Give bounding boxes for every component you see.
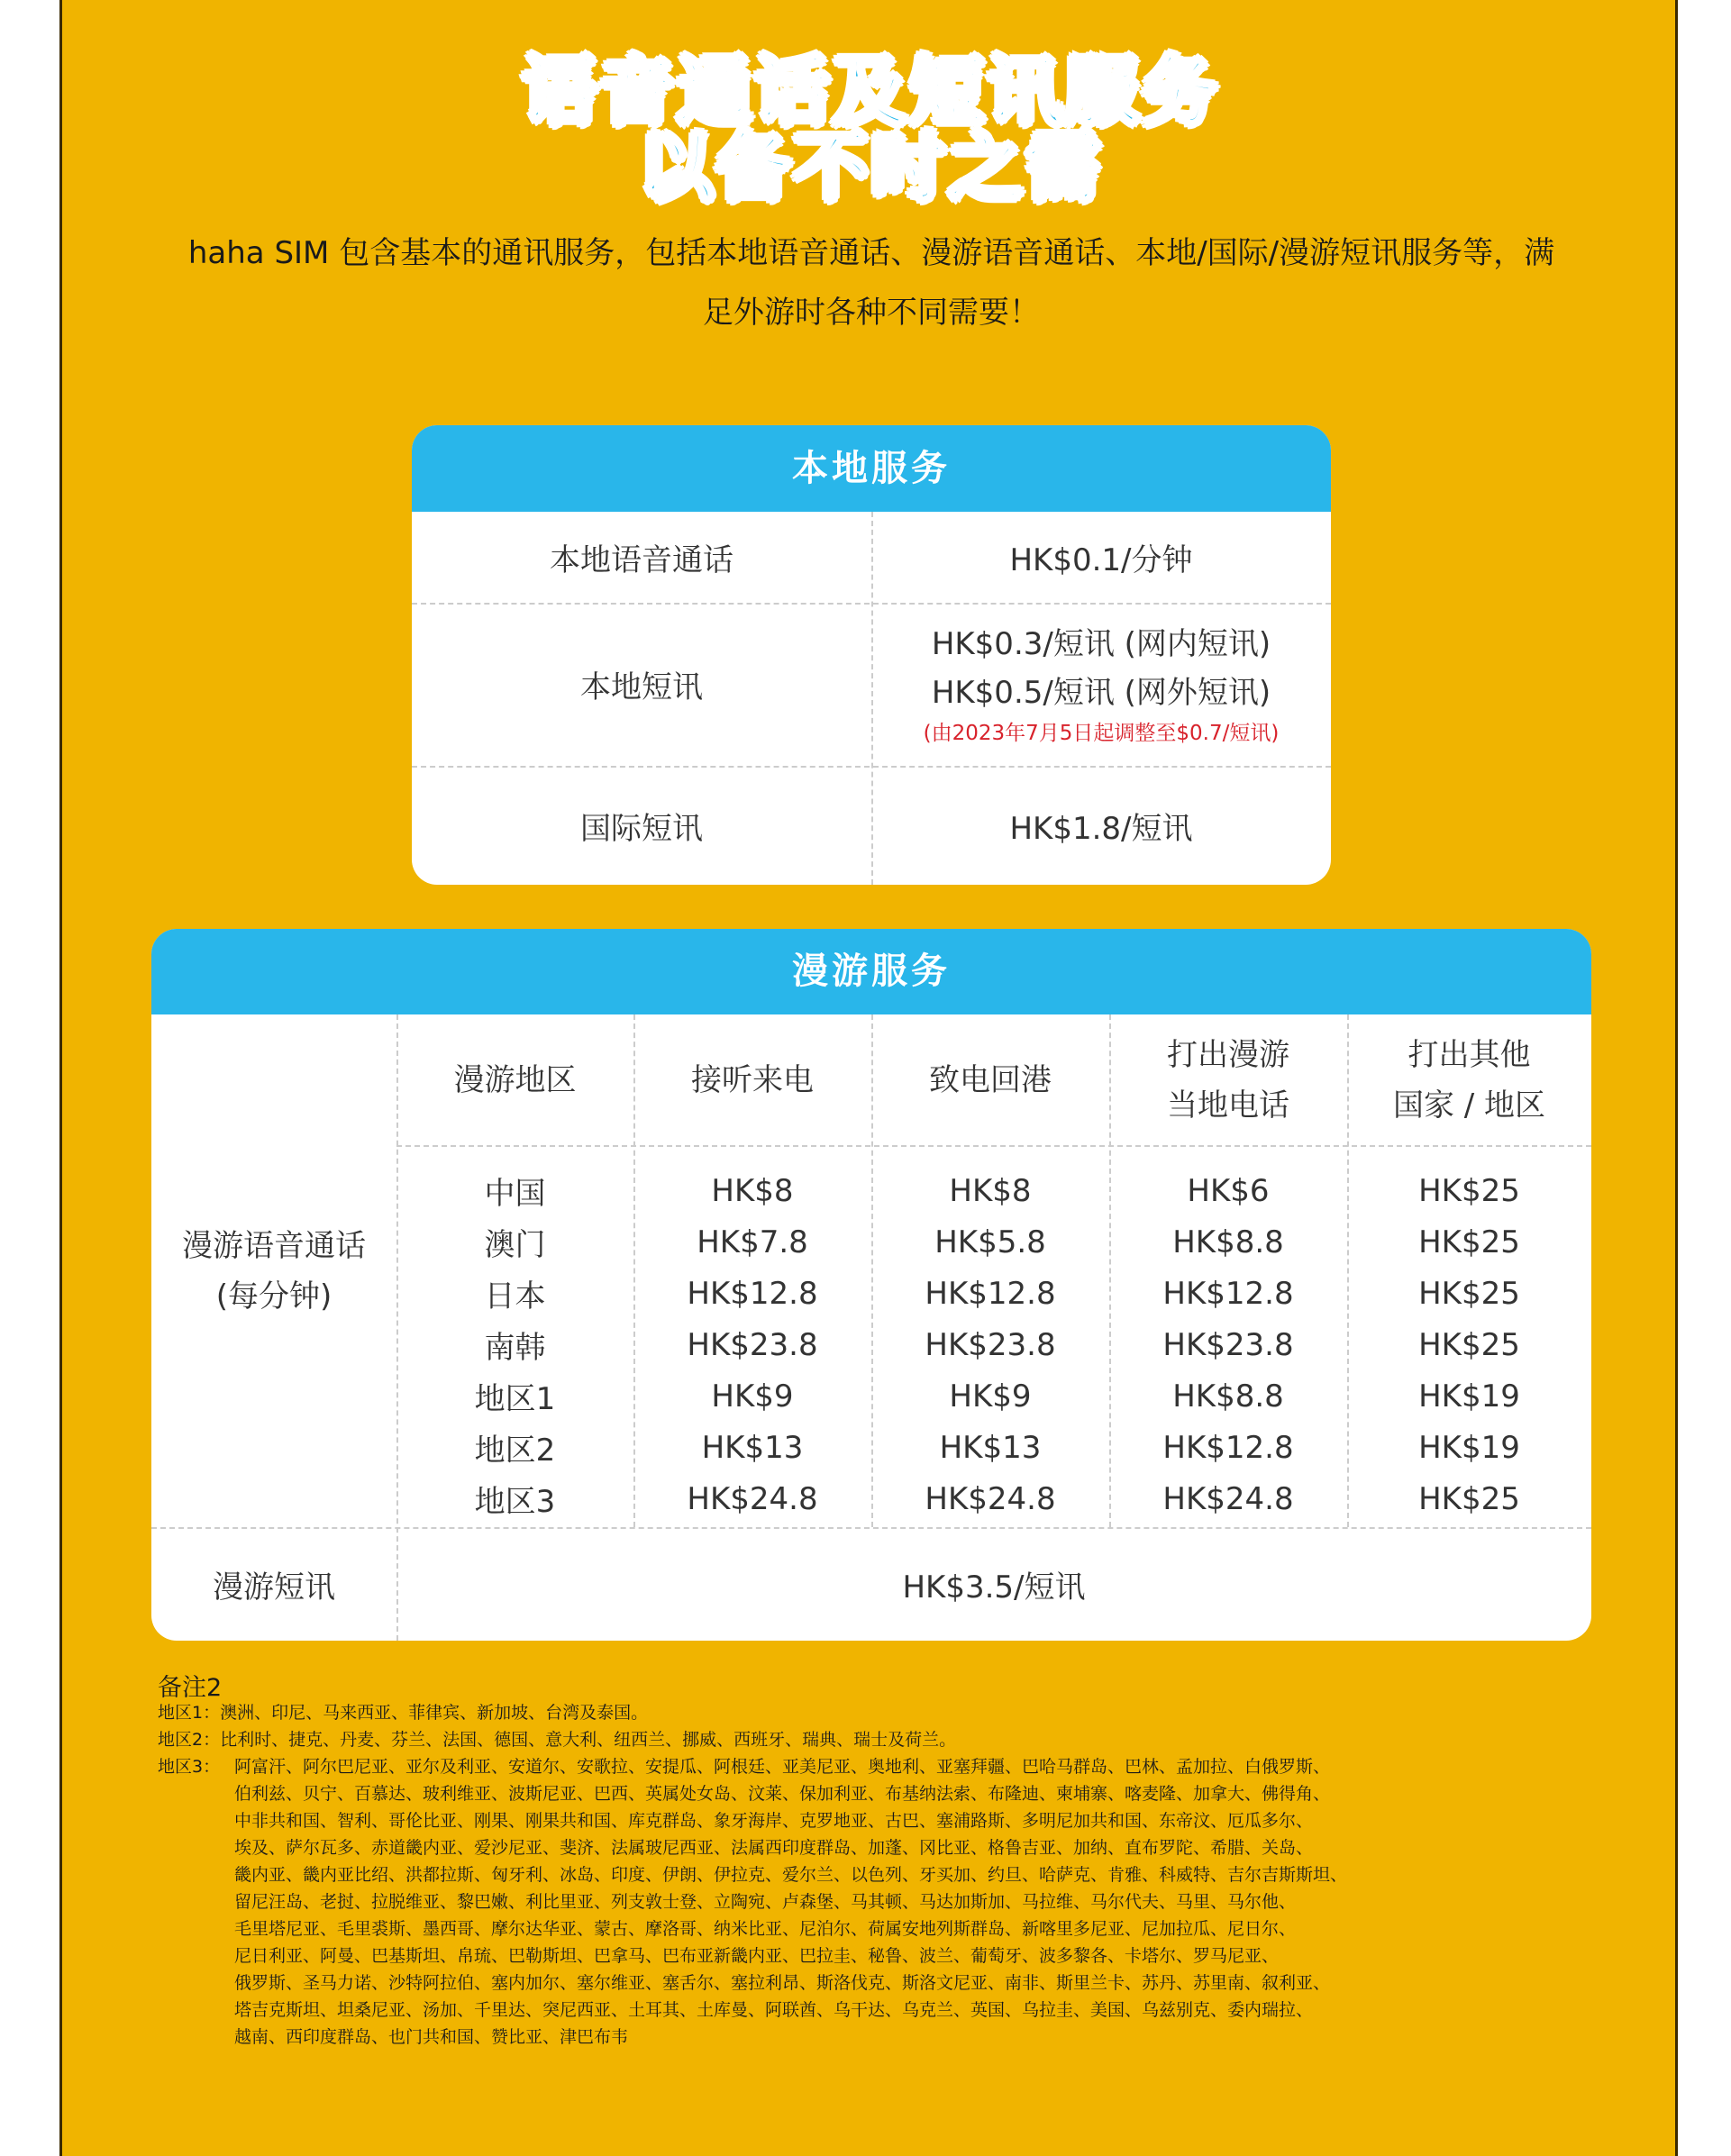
- rate-cell: HK$25: [1418, 1224, 1520, 1260]
- header-text: 致电回港: [929, 1061, 1052, 1098]
- local-sms-rate-onnet: HK$0.3/短讯 (网内短讯): [931, 625, 1271, 662]
- notes-zone-3-list: [234, 1753, 1347, 2051]
- local-sms-rate-offnet: HK$0.5/短讯 (网外短讯): [931, 674, 1271, 711]
- rate-cell: HK$13: [939, 1429, 1042, 1466]
- roaming-voice-label: 漫游语音通话: [182, 1227, 366, 1264]
- header-text: 国家 / 地区: [1392, 1087, 1546, 1123]
- rate-cell: HK$19: [1418, 1378, 1520, 1415]
- local-sms-rates: [871, 603, 1331, 766]
- intro-text: [116, 223, 1626, 342]
- header-incoming-calls: [633, 1014, 871, 1145]
- rate-cell: HK$8: [711, 1172, 794, 1209]
- local-sms-label: 本地短讯: [580, 669, 703, 705]
- rate-cell: HK$8: [949, 1172, 1032, 1209]
- header-roaming-region: [396, 1014, 633, 1145]
- rate-cell: HK$23.8: [925, 1326, 1056, 1363]
- notes-zone-1: 地区1：澳洲、印尼、马来西亚、菲律宾、新加坡、台湾及泰国。: [158, 1703, 649, 1723]
- poster: [59, 0, 1678, 2156]
- rate-cell: HK$8.8: [1172, 1224, 1284, 1260]
- notes-zone-3-prefix: 地区3：: [158, 1757, 221, 1777]
- local-services-title: 本地服务: [412, 425, 1331, 512]
- rate-cell: HK$5.8: [934, 1224, 1046, 1260]
- rate-cell: HK$9: [711, 1378, 794, 1415]
- rate-cell: HK$25: [1418, 1326, 1520, 1363]
- rate-cell: HK$12.8: [925, 1275, 1056, 1312]
- header-text: 打出漫游: [1167, 1036, 1289, 1073]
- rate-cell: HK$24.8: [925, 1480, 1056, 1517]
- roaming-sms-label: 漫游短讯: [213, 1569, 335, 1606]
- notes-zone-3-line: 越南、西印度群岛、也门共和国、赞比亚、津巴布韦: [234, 2027, 629, 2047]
- header-text: 漫游地区: [453, 1061, 577, 1098]
- header-other-countries: [1347, 1014, 1591, 1145]
- rate-cell: HK$25: [1418, 1275, 1520, 1312]
- intro-line-1: haha SIM 包含基本的通讯服务，包括本地语音通话、漫游语音通话、本地/国际/漫游短讯服务等，满: [187, 235, 1555, 271]
- notes-zone-3-line: 伯利兹、贝宁、百慕达、玻利维亚、波斯尼亚、巴西、英属处女岛、汶莱、保加利亚、布基纳法索、布隆迪、柬埔寨、喀麦隆、加拿大、佛得角、: [234, 1784, 1331, 1804]
- intl-sms-label: 国际短讯: [580, 810, 703, 847]
- headline-line-1: 语音通话及短讯服务: [522, 50, 1220, 135]
- local-sms-adjustment-note: (由2023年7月5日起调整至$0.7/短讯): [923, 721, 1280, 745]
- notes-zone-3-line: 俄罗斯、圣马力诺、沙特阿拉伯、塞内加尔、塞尔维亚、塞舌尔、塞拉利昂、斯洛伐克、斯洛文尼亚、南非、斯里兰卡、苏丹、苏里南、叙利亚、: [234, 1973, 1331, 1993]
- local-voice-label: 本地语音通话: [550, 542, 733, 578]
- notes-zone-3-line: 畿内亚、畿内亚比绍、洪都拉斯、匈牙利、冰岛、印度、伊朗、伊拉克、爱尔兰、以色列、牙买加、约旦、哈萨克、肯雅、科威特、吉尔吉斯斯坦、: [234, 1865, 1348, 1885]
- header-text: 当地电话: [1167, 1087, 1289, 1123]
- rate-cell: HK$9: [949, 1378, 1032, 1415]
- roaming-services-card: [151, 929, 1591, 1641]
- roaming-services-title: 漫游服务: [151, 929, 1591, 1014]
- rate-cell: HK$23.8: [1162, 1326, 1294, 1363]
- notes-zone-3-line: 塔吉克斯坦、坦桑尼亚、汤加、千里达、突尼西亚、土耳其、土库曼、阿联酋、乌干达、乌克兰、英国、乌拉圭、美国、乌兹别克、委内瑞拉、: [234, 2000, 1314, 2020]
- roaming-voice-sublabel: (每分钟): [215, 1278, 333, 1315]
- rate-cell: HK$19: [1418, 1429, 1520, 1466]
- rate-cell: HK$24.8: [1162, 1480, 1294, 1517]
- notes-zone-2: 地区2：比利时、捷克、丹麦、芬兰、法国、德国、意大利、纽西兰、挪威、西班牙、瑞典、瑞士及荷兰。: [158, 1730, 957, 1750]
- local-voice-rate: HK$0.1/分钟: [1009, 542, 1193, 578]
- row-divider: [396, 1145, 1591, 1147]
- rate-cell: HK$7.8: [697, 1224, 808, 1260]
- region-name: 地区3: [474, 1484, 556, 1520]
- rate-cell: HK$24.8: [687, 1480, 818, 1517]
- region-name: 日本: [484, 1278, 546, 1315]
- rate-cell: HK$25: [1418, 1480, 1520, 1517]
- roaming-sms-rate: HK$3.5/短讯: [902, 1569, 1086, 1606]
- rate-cell: HK$12.8: [1162, 1429, 1294, 1466]
- rate-cell: HK$8.8: [1172, 1378, 1284, 1415]
- notes-zone-3-line: 阿富汗、阿尔巴尼亚、亚尔及利亚、安道尔、安歌拉、安提瓜、阿根廷、亚美尼亚、奥地利、亚塞拜疆、巴哈马群岛、巴林、孟加拉、白俄罗斯、: [234, 1757, 1331, 1777]
- rate-cell: HK$6: [1187, 1172, 1270, 1209]
- intl-sms-rate: HK$1.8/短讯: [1009, 810, 1193, 847]
- notes-zone-3-line: 留尼汪岛、老挝、拉脱维亚、黎巴嫩、利比里亚、列支敦士登、立陶宛、卢森堡、马其顿、马达加斯加、马拉维、马尔代夫、马里、马尔他、: [234, 1892, 1297, 1912]
- region-name: 澳门: [484, 1227, 546, 1263]
- region-name: 中国: [484, 1176, 546, 1212]
- rate-cell: HK$13: [701, 1429, 804, 1466]
- rate-cell: HK$23.8: [687, 1326, 818, 1363]
- region-name: 南韩: [484, 1330, 546, 1366]
- header-text: 接听来电: [691, 1061, 814, 1098]
- rate-cell: HK$25: [1418, 1172, 1520, 1209]
- notes-zone-3-line: 毛里塔尼亚、毛里裘斯、墨西哥、摩尔达华亚、蒙古、摩洛哥、纳米比亚、尼泊尔、荷属安地列斯群岛、新喀里多尼亚、尼加拉瓜、尼日尔、: [234, 1919, 1297, 1939]
- intro-line-2: 足外游时各种不同需要！: [703, 295, 1040, 331]
- region-name: 地区2: [474, 1433, 556, 1469]
- header-local-calls: [1109, 1014, 1347, 1145]
- rate-cell: HK$12.8: [1162, 1275, 1294, 1312]
- rate-cell: HK$12.8: [687, 1275, 818, 1312]
- region-name: 地区1: [474, 1381, 556, 1417]
- headline-line-2: 以备不时之需: [638, 125, 1104, 211]
- header-call-hong-kong: [871, 1014, 1109, 1145]
- roaming-voice-label-cell: [151, 1014, 396, 1527]
- local-services-card: [412, 425, 1331, 885]
- notes-zone-3-line: 中非共和国、智利、哥伦比亚、刚果、刚果共和国、库克群岛、象牙海岸、克罗地亚、古巴、塞浦路斯、多明尼加共和国、东帝汶、厄瓜多尔、: [234, 1811, 1314, 1831]
- notes-zone-3-line: 埃及、萨尔瓦多、赤道畿内亚、爱沙尼亚、斐济、法属玻尼西亚、法属西印度群岛、加蓬、冈比亚、格鲁吉亚、加纳、直布罗陀、希腊、关岛、: [234, 1838, 1314, 1858]
- notes-title: 备注2: [158, 1674, 223, 1702]
- header-text: 打出其他: [1408, 1036, 1531, 1073]
- notes-zone-3-line: 尼日利亚、阿曼、巴基斯坦、帛琉、巴勒斯坦、巴拿马、巴布亚新畿内亚、巴拉圭、秘鲁、波兰、葡萄牙、波多黎各、卡塔尔、罗马尼亚、: [234, 1946, 1280, 1966]
